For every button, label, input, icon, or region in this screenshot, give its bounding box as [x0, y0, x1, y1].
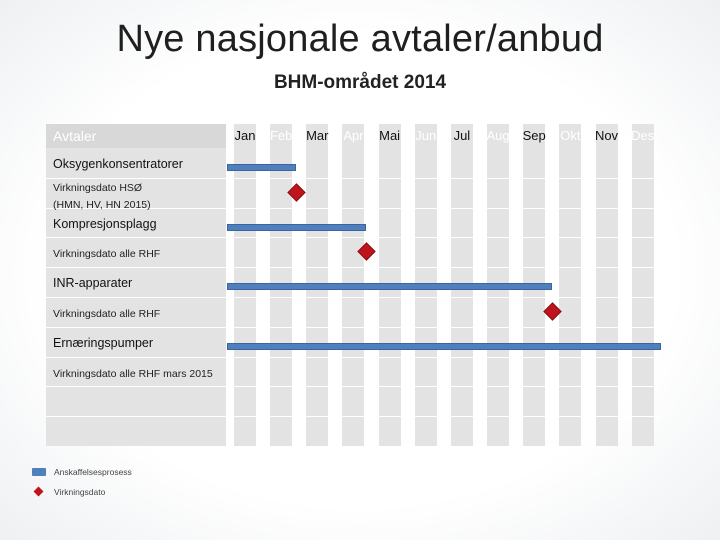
month-label-feb: Feb	[269, 128, 293, 143]
row-separator	[46, 178, 662, 179]
legend-label-process: Anskaffelsesprosess	[54, 467, 132, 477]
header-label: Avtaler	[46, 124, 226, 148]
legend-label-date: Virkningsdato	[54, 487, 106, 497]
row-label: Virkningsdato alle RHF	[53, 248, 161, 261]
row-separator	[46, 267, 662, 268]
row-separator	[46, 297, 662, 298]
row-separator	[46, 357, 662, 358]
month-column-des	[632, 124, 654, 446]
slide-title: Nye nasjonale avtaler/anbud	[116, 18, 604, 60]
row-label: (HMN, HV, HN 2015)	[53, 198, 151, 211]
row-label: Kompresjonsplagg	[53, 216, 157, 231]
month-label-sep: Sep	[522, 128, 546, 143]
month-column-okt	[559, 124, 581, 446]
gantt-bar	[227, 224, 366, 231]
row-separator	[46, 237, 662, 238]
row-label: Virkningsdato alle RHF mars 2015	[53, 367, 213, 380]
month-label-mai: Mai	[379, 128, 401, 143]
month-label-jan: Jan	[234, 128, 256, 143]
row-label: Oksygenkonsentratorer	[53, 157, 183, 171]
month-column-nov	[596, 124, 618, 446]
month-label-jul: Jul	[453, 128, 471, 143]
month-label-aug: Aug	[486, 128, 510, 143]
month-label-okt: Okt	[560, 128, 581, 143]
row-label: Virkningsdato HSØ	[53, 181, 143, 194]
gantt-bar	[227, 343, 661, 350]
row-separator	[46, 386, 662, 387]
gantt-bar	[227, 283, 552, 290]
month-label-des: Des	[631, 128, 655, 143]
slide-subtitle: BHM-området 2014	[273, 72, 447, 93]
legend-bar-swatch	[32, 468, 46, 476]
row-separator	[46, 416, 662, 417]
row-label: Virkningsdato alle RHF	[53, 308, 161, 320]
row-label: Ernæringspumper	[53, 335, 154, 350]
month-label-nov: Nov	[594, 128, 619, 143]
month-label-jun: Jun	[415, 128, 437, 143]
month-label-apr: Apr	[343, 128, 364, 143]
row-label: INR-apparater	[53, 276, 133, 291]
row-separator	[46, 327, 662, 328]
gantt-bar	[227, 164, 296, 171]
month-label-mar: Mar	[306, 128, 329, 143]
